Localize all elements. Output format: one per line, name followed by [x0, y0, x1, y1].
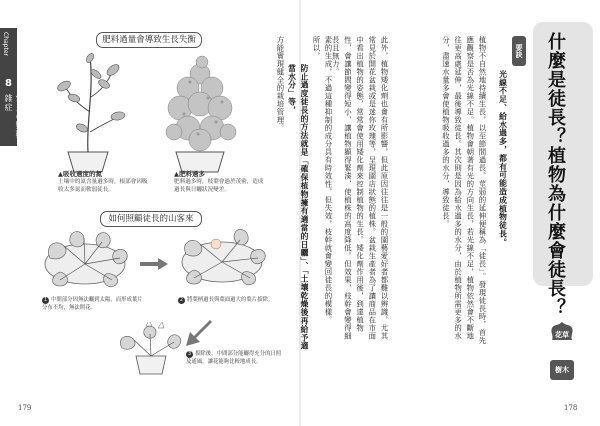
- key-point-text: 光線不足、給水過多，都有可能造成植物徒長。: [498, 70, 508, 247]
- flower-category-badge: [550, 322, 574, 344]
- arrow-right-icon: [140, 258, 168, 270]
- caption-right-heading: ▲肥料過多: [174, 170, 205, 178]
- panel-2-title: 如何照顧徒長的山客來: [100, 211, 202, 227]
- key-point-badge: 要訣: [512, 36, 526, 66]
- right-page: [276, 0, 600, 426]
- flower-category-label: 花草: [555, 331, 569, 339]
- chapter-side-tab: [0, 28, 24, 146]
- cyclamen-pruning-illustration: [176, 226, 268, 292]
- main-title: 什麼是徒長？植物為什麼會徒長？: [545, 32, 566, 317]
- cyclamen-before-illustration: [40, 228, 130, 292]
- overgrown-plants-illustration: [38, 52, 258, 174]
- step-3-text: 拔除後，中間部分能曬得充分的日照及通風，讓花能夠比較地成長。: [186, 351, 282, 365]
- step-2-text: 將葉柄過長與葉面過大的葉片拔除。: [187, 297, 274, 303]
- paragraph-4-lead: 所以，: [312, 36, 321, 60]
- step-1-text: 中間部分因無法曬到太陽，而形成葉片分布不均，無法開花。: [42, 297, 143, 311]
- paragraph-5: 方能實現健全的栽培管理。: [276, 36, 285, 132]
- arrow-down-left-icon: [186, 318, 214, 346]
- cyclamen-after-illustration: [116, 322, 186, 376]
- step-3-number: 3: [187, 351, 192, 357]
- step-1-number: 1: [43, 297, 48, 303]
- left-page-number: 179: [18, 404, 32, 412]
- step-3-caption: [186, 350, 284, 366]
- paragraph-1: 植物不自然地持續生長，以至節間過長、莖弱的延伸便稱為「徒長」。發現徒長時，首先應觀察是否為光線不足。植物會朝著有光的方向生長，若光線不足，植物依然會不斷地往更高處延伸，最後導致徒長。其次則是因為給水過多的水分，由於植物所需更多的水分，盡速水量多會使植物吸收過多的水分，導致徒長。: [441, 36, 487, 345]
- step-2-number: 2: [179, 297, 184, 303]
- step-1-caption: [42, 296, 148, 312]
- step-2-caption: [178, 296, 278, 304]
- chapter-title: 常見の疑難雜症: [4, 94, 24, 139]
- panel-1-caption-right: [174, 170, 269, 194]
- panel-1-title: 肥料過量會導致生長失衡: [96, 32, 202, 48]
- caption-left-heading: ▲吸收過度的氮: [58, 170, 102, 178]
- caption-right-body: 肥料過多時，枝葉會過於茂密，造成過長與日曬狀況變差。: [174, 179, 264, 193]
- paragraph-3: 素的生成，不過這種抑制的成分具有時效性，但失效，枝幹就會變回徒長的模樣。: [324, 36, 333, 324]
- chapter-number: 8: [5, 78, 12, 89]
- paragraph-4-emphasis: 防止過度徒長的方法就是「確保植物擁有適當的日曬」、「土壤乾燥後再給予適當水分」等，: [287, 64, 309, 351]
- tree-category-badge: 樹木: [550, 360, 574, 380]
- chapter-label: Chapter: [2, 32, 9, 56]
- panel-1-caption-left: [58, 170, 153, 194]
- right-page-number: 178: [564, 404, 578, 412]
- caption-left-body: 土壤中的氮含量過多時，根部會因吸收太多氮而軟弱徒長。: [58, 179, 148, 193]
- paragraph-2: 此外，植物矮化劑也會有所影響，但此原因往往是一般的園藝愛好者都難以辨識，尤其常見於開花盆栽或是迷你玫瑰等，呈現園店狀態的植株。盆栽生產者為了讓商品在市面中看出植物的姿態，常常會使用矮化劑來控制植物的生長。矮化劑作用後，到達植物性，會讓節間變得短小，讓植物顯得緊湊，使植株的高度降低。但效果，枝幹會變得細長且無力。: [331, 36, 389, 340]
